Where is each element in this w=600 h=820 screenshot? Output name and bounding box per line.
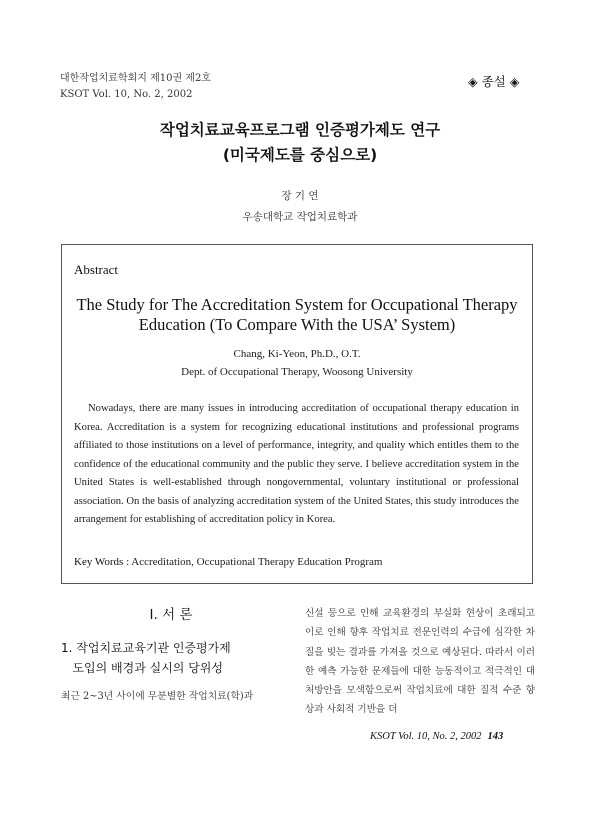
paper-title-ko: 작업치료교육프로그램 인증평가제도 연구 [159, 121, 441, 139]
journal-info [60, 71, 211, 103]
footer-journal: KSOT Vol. 10, No. 2, 2002 [370, 731, 482, 742]
paper-title-en-line1: The Study for The Accreditation System for Occupational Therapy [76, 295, 518, 314]
affiliation-ko: 우송대학교 작업치료학과 [242, 211, 358, 223]
keywords-line [74, 556, 382, 568]
keywords-separator: : [123, 556, 132, 568]
keywords-list: Accreditation, Occupational Therapy Education Program [131, 556, 383, 568]
page-number: 143 [487, 731, 504, 742]
affiliation-en: Dept. of Occupational Therapy, Woosong University [181, 366, 413, 378]
section-type-tag: ◈ 종설 ◈ [468, 74, 520, 89]
abstract-heading: Abstract [74, 262, 119, 277]
body-text-left: 최근 2~3년 사이에 무분별한 작업치료(학)과 [61, 691, 254, 702]
body-text-right: 신설 등으로 인해 교육환경의 부실화 현상이 초래되고 이로 인해 향후 작업치료 전문인력의 수급에 심각한 차질을 빚는 결과를 가져올 것으로 예상된다. 따라서 이러한 예측 가능한 문제들에 대한 능동적이고 적극적인 대처방안을 모색함으로써 작업치료에 대한 질적 수준 향상과 사회적 기반을 더 [305, 608, 535, 716]
abstract-text: Nowadays, there are many issues in introducing accreditation of occupational therapy education in Korea. Accreditation is a system for recognizing educational institutions and professional programs affiliated to those institutions on a level of performance, integrity, and quality which entitles them to the confidence of the educational community and the public they serve. I believe accreditation system in the United States is well-established through nongovernmental, voluntary institutional or professional association. On the basis of analyzing accreditation system of the United States, this study introduces the arrangement for establishing of accreditation policy in Korea. [74, 403, 519, 525]
keywords-label: Key Words [74, 556, 124, 568]
journal-volume-en: KSOT Vol. 10, No. 2, 2002 [60, 89, 193, 100]
subsection-heading [61, 638, 231, 678]
section-heading-introduction: Ⅰ. 서 론 [149, 607, 193, 623]
paper-title-en-line2: Education (To Compare With the USA’ System) [138, 315, 456, 334]
subsection-heading-line2: 도입의 배경과 실시의 당위성 [61, 661, 223, 675]
author-ko: 장 기 연 [281, 190, 319, 202]
abstract-box [61, 244, 533, 584]
journal-name-ko: 대한작업치료학회지 제10권 제2호 [60, 73, 212, 84]
paper-subtitle-ko: (미국제도를 중심으로) [222, 146, 378, 164]
page-footer [370, 731, 503, 742]
author-en: Chang, Ki-Yeon, Ph.D., O.T. [233, 348, 361, 360]
subsection-heading-line1: 1. 작업치료교육기관 인증평가제 [61, 641, 231, 655]
